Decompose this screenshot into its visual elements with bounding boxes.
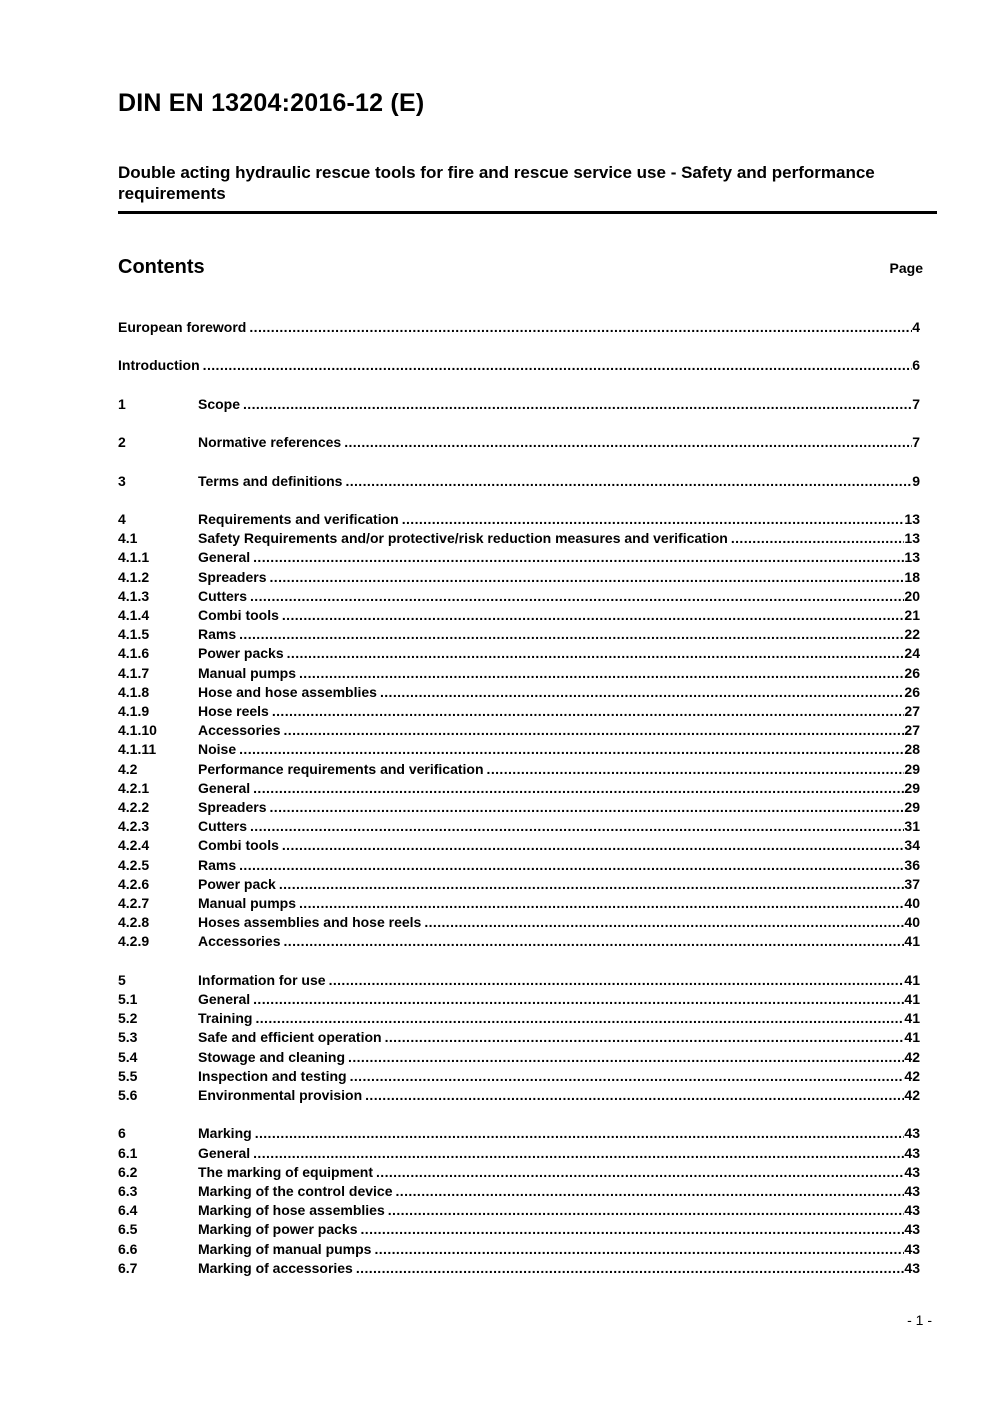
standard-designation: DIN EN 13204:2016-12 (E) — [118, 89, 425, 117]
toc-dot-leader — [250, 1144, 904, 1163]
toc-row — [118, 1163, 920, 1182]
toc-dot-leader — [279, 606, 905, 625]
toc-row — [118, 913, 920, 932]
toc-page-number: 26 — [904, 664, 920, 681]
toc-dot-leader — [382, 1028, 905, 1047]
toc-dot-leader — [296, 664, 904, 683]
toc-dot-leader — [240, 395, 912, 414]
toc-section-number: 4.1.7 — [118, 664, 150, 681]
toc-page-number: 18 — [904, 568, 920, 585]
toc-entry-title: Marking of hose assemblies — [198, 1202, 385, 1219]
toc-entry-title: General — [198, 779, 251, 796]
toc-entry-title: Training — [198, 1010, 253, 1027]
toc-row — [118, 702, 920, 721]
toc-page-number: 43 — [904, 1202, 920, 1219]
toc-section-number: 4.1.6 — [118, 645, 150, 662]
toc-entry-title: Hose reels — [198, 702, 269, 719]
toc-entry-title: Performance requirements and verification — [198, 760, 484, 777]
toc-page-number: 43 — [904, 1144, 920, 1161]
toc-section-number: 4.1.3 — [118, 587, 150, 604]
toc-page-number: 6 — [912, 357, 920, 374]
toc-dot-leader — [399, 510, 905, 529]
toc-page-number: 22 — [904, 626, 920, 643]
toc-entry-title: Noise — [198, 741, 237, 758]
toc-dot-leader — [484, 760, 905, 779]
toc-page-number: 43 — [904, 1183, 920, 1200]
toc-group — [118, 510, 920, 952]
toc-page-number: 4 — [912, 319, 920, 335]
toc-row — [118, 1144, 920, 1163]
toc-page-number: 9 — [912, 472, 920, 489]
toc-entry-title: European foreword — [118, 319, 247, 335]
page-column-label: Page — [889, 260, 923, 276]
toc-dot-leader — [353, 1259, 905, 1278]
toc-dot-leader — [326, 971, 905, 990]
toc-section-number: 5.4 — [118, 1048, 138, 1065]
toc-row — [118, 817, 920, 836]
toc-entry-title: Introduction — [118, 357, 200, 374]
toc-entry-title: Spreaders — [198, 799, 267, 815]
toc-page-number: 29 — [904, 779, 920, 796]
toc-dot-leader — [266, 798, 904, 817]
toc-group — [118, 971, 920, 1105]
toc-entry-title: Accessories — [198, 933, 281, 950]
toc-page-number: 34 — [904, 837, 920, 854]
toc-dot-leader — [247, 587, 904, 606]
toc-entry-title: Accessories — [198, 722, 281, 739]
toc-row — [118, 1067, 920, 1086]
table-of-contents — [118, 318, 920, 1278]
toc-dot-leader — [250, 779, 904, 798]
toc-section-number: 5.5 — [118, 1067, 138, 1084]
toc-section-number: 2 — [118, 434, 126, 451]
toc-section-number: 6.5 — [118, 1221, 138, 1238]
toc-section-number: 4.1.2 — [118, 568, 150, 585]
toc-entry-title: Marking — [198, 1125, 252, 1142]
toc-dot-leader — [246, 318, 912, 337]
toc-page-number: 27 — [904, 722, 920, 739]
toc-page-number: 36 — [904, 856, 920, 873]
toc-group — [118, 472, 920, 491]
toc-row — [118, 971, 920, 990]
toc-section-number: 4.2.8 — [118, 914, 150, 931]
toc-page-number: 41 — [904, 1029, 920, 1046]
toc-row — [118, 356, 920, 375]
toc-entry-title: Cutters — [198, 818, 248, 835]
toc-row — [118, 683, 920, 702]
toc-dot-leader — [250, 548, 904, 567]
toc-section-number: 4.1 — [118, 530, 138, 547]
toc-row — [118, 529, 920, 548]
toc-entry-title: Inspection and testing — [198, 1067, 347, 1084]
toc-section-number: 4.2.6 — [118, 875, 150, 892]
toc-dot-leader — [728, 529, 905, 548]
toc-dot-leader — [236, 856, 904, 875]
toc-dot-leader — [200, 356, 913, 375]
toc-page-number: 43 — [904, 1259, 920, 1276]
toc-page-number: 41 — [904, 933, 920, 950]
toc-section-number: 4.2.5 — [118, 856, 150, 873]
toc-group — [118, 433, 920, 452]
toc-dot-leader — [279, 836, 905, 855]
toc-section-number: 4.2.3 — [118, 818, 150, 835]
toc-page-number: 20 — [904, 587, 920, 604]
toc-row — [118, 318, 920, 337]
toc-dot-leader — [392, 1182, 904, 1201]
toc-section-number: 1 — [118, 395, 126, 412]
toc-entry-title: General — [198, 549, 251, 566]
toc-section-number: 4.2.9 — [118, 933, 150, 950]
toc-section-number: 5.6 — [118, 1087, 138, 1104]
toc-section-number: 4.2.7 — [118, 895, 150, 912]
toc-page-number: 41 — [904, 1010, 920, 1027]
toc-dot-leader — [341, 433, 912, 452]
toc-dot-leader — [362, 1086, 904, 1105]
toc-page-number: 41 — [904, 991, 920, 1008]
toc-row — [118, 644, 920, 663]
toc-dot-leader — [385, 1201, 905, 1220]
toc-page-number: 43 — [904, 1221, 920, 1238]
contents-header-row — [118, 254, 923, 280]
toc-section-number: 4.1.10 — [118, 722, 157, 739]
toc-section-number: 4.1.4 — [118, 606, 150, 623]
toc-section-number: 4.1.8 — [118, 683, 150, 700]
toc-dot-leader — [252, 1124, 905, 1143]
toc-row — [118, 1220, 920, 1239]
toc-row — [118, 625, 920, 644]
toc-section-number: 6.6 — [118, 1240, 138, 1257]
toc-entry-title: General — [198, 991, 251, 1008]
toc-row — [118, 510, 920, 529]
toc-row — [118, 1240, 920, 1259]
toc-section-number: 4 — [118, 510, 126, 527]
toc-entry-title: Power packs — [198, 645, 284, 662]
toc-entry-title: Cutters — [198, 587, 248, 604]
toc-entry-title: Safety Requirements and/or protective/risk reduction measures and verification — [198, 530, 728, 547]
toc-page-number: 43 — [904, 1125, 920, 1142]
toc-page-number: 27 — [904, 702, 920, 719]
toc-section-number: 6 — [118, 1125, 126, 1142]
toc-dot-leader — [357, 1220, 904, 1239]
toc-page-number: 13 — [904, 530, 920, 547]
toc-dot-leader — [377, 683, 904, 702]
toc-group — [118, 318, 920, 337]
toc-row — [118, 1259, 920, 1278]
toc-page-number: 43 — [904, 1163, 920, 1180]
toc-entry-title: Environmental provision — [198, 1087, 363, 1104]
toc-entry-title: Scope — [198, 395, 241, 412]
toc-row — [118, 1009, 920, 1028]
toc-row — [118, 1086, 920, 1105]
toc-page-number: 28 — [904, 741, 920, 758]
toc-entry-title: Manual pumps — [198, 664, 297, 681]
toc-page-number: 26 — [904, 683, 920, 700]
toc-entry-title: Spreaders — [198, 568, 267, 585]
toc-entry-title: Combi tools — [198, 606, 279, 623]
toc-row — [118, 779, 920, 798]
toc-row — [118, 1201, 920, 1220]
toc-dot-leader — [236, 740, 904, 759]
toc-row — [118, 990, 920, 1009]
toc-row — [118, 836, 920, 855]
toc-dot-leader — [281, 932, 905, 951]
toc-dot-leader — [342, 472, 912, 491]
toc-dot-leader — [250, 990, 904, 1009]
toc-row — [118, 1182, 920, 1201]
toc-section-number: 6.3 — [118, 1183, 138, 1200]
toc-page-number: 24 — [904, 645, 920, 662]
toc-dot-leader — [284, 644, 905, 663]
toc-section-number: 4.1.11 — [118, 741, 157, 758]
toc-section-number: 4.2 — [118, 760, 138, 777]
toc-row — [118, 587, 920, 606]
toc-section-number: 3 — [118, 472, 126, 489]
toc-dot-leader — [247, 817, 904, 836]
toc-section-number: 5.1 — [118, 991, 138, 1008]
contents-heading: Contents — [118, 256, 205, 278]
toc-section-number: 5 — [118, 971, 126, 988]
toc-row — [118, 894, 920, 913]
toc-section-number: 4.2.2 — [118, 799, 150, 815]
toc-entry-title: Hoses assemblies and hose reels — [198, 914, 422, 931]
toc-row — [118, 1048, 920, 1067]
document-title-block — [118, 162, 937, 214]
toc-section-number: 4.1.1 — [118, 549, 150, 566]
toc-group — [118, 1124, 920, 1278]
toc-entry-title: Stowage and cleaning — [198, 1048, 346, 1065]
toc-row — [118, 568, 920, 587]
toc-page-number: 42 — [904, 1087, 920, 1104]
toc-page-number: 42 — [904, 1048, 920, 1065]
toc-row — [118, 472, 920, 491]
toc-page-number: 40 — [904, 895, 920, 912]
toc-entry-title: Hose and hose assemblies — [198, 683, 377, 700]
toc-section-number: 6.2 — [118, 1163, 138, 1180]
toc-dot-leader — [345, 1048, 904, 1067]
toc-page-number: 13 — [904, 549, 920, 566]
toc-dot-leader — [266, 568, 904, 587]
toc-group — [118, 356, 920, 375]
toc-row — [118, 740, 920, 759]
toc-row — [118, 932, 920, 951]
toc-dot-leader — [371, 1240, 904, 1259]
toc-entry-title: The marking of equipment — [198, 1163, 374, 1180]
toc-page-number: 37 — [904, 875, 920, 892]
toc-entry-title: Power pack — [198, 875, 276, 892]
toc-entry-title: Marking of manual pumps — [198, 1240, 372, 1257]
toc-row — [118, 1124, 920, 1143]
toc-page-number: 31 — [904, 818, 920, 835]
toc-entry-title: General — [198, 1144, 251, 1161]
toc-section-number: 6.7 — [118, 1259, 138, 1276]
toc-section-number: 6.4 — [118, 1202, 138, 1219]
toc-dot-leader — [421, 913, 904, 932]
toc-dot-leader — [252, 1009, 904, 1028]
toc-section-number: 6.1 — [118, 1144, 138, 1161]
toc-dot-leader — [236, 625, 904, 644]
toc-group — [118, 395, 920, 414]
toc-page-number: 7 — [912, 434, 920, 451]
toc-row — [118, 798, 920, 817]
toc-entry-title: Marking of power packs — [198, 1221, 358, 1238]
toc-dot-leader — [373, 1163, 904, 1182]
toc-entry-title: Requirements and verification — [198, 510, 399, 527]
toc-page-number: 29 — [904, 799, 920, 815]
toc-dot-leader — [269, 702, 905, 721]
toc-entry-title: Manual pumps — [198, 895, 297, 912]
toc-page-number: 40 — [904, 914, 920, 931]
toc-dot-leader — [296, 894, 904, 913]
toc-row — [118, 875, 920, 894]
toc-row — [118, 760, 920, 779]
document-title: Double acting hydraulic rescue tools for fire and rescue service use - Safety and performance requirements — [118, 163, 875, 203]
toc-page-number: 13 — [904, 510, 920, 527]
toc-entry-title: Information for use — [198, 971, 326, 988]
toc-entry-title: Combi tools — [198, 837, 279, 854]
toc-row — [118, 606, 920, 625]
toc-row — [118, 721, 920, 740]
toc-dot-leader — [276, 875, 905, 894]
toc-row — [118, 1028, 920, 1047]
toc-page-number: 43 — [904, 1240, 920, 1257]
toc-entry-title: Rams — [198, 626, 237, 643]
toc-page-number: 21 — [904, 606, 920, 623]
toc-page-number: 41 — [904, 971, 920, 988]
toc-dot-leader — [347, 1067, 905, 1086]
page-number-footer: - 1 - — [907, 1312, 932, 1329]
toc-row — [118, 548, 920, 567]
toc-entry-title: Marking of accessories — [198, 1259, 353, 1276]
toc-entry-title: Normative references — [198, 434, 342, 451]
toc-page-number: 7 — [912, 395, 920, 412]
toc-row — [118, 856, 920, 875]
toc-dot-leader — [281, 721, 905, 740]
toc-row — [118, 433, 920, 452]
toc-page-number: 42 — [904, 1067, 920, 1084]
toc-section-number: 4.1.9 — [118, 702, 150, 719]
toc-entry-title: Safe and efficient operation — [198, 1029, 382, 1046]
toc-entry-title: Terms and definitions — [198, 472, 343, 489]
toc-section-number: 5.2 — [118, 1010, 138, 1027]
toc-row — [118, 664, 920, 683]
toc-row — [118, 395, 920, 414]
toc-section-number: 4.1.5 — [118, 626, 150, 643]
toc-entry-title: Marking of the control device — [198, 1183, 393, 1200]
toc-section-number: 4.2.1 — [118, 779, 150, 796]
toc-section-number: 5.3 — [118, 1029, 138, 1046]
toc-entry-title: Rams — [198, 856, 237, 873]
toc-page-number: 29 — [904, 760, 920, 777]
toc-section-number: 4.2.4 — [118, 837, 150, 854]
